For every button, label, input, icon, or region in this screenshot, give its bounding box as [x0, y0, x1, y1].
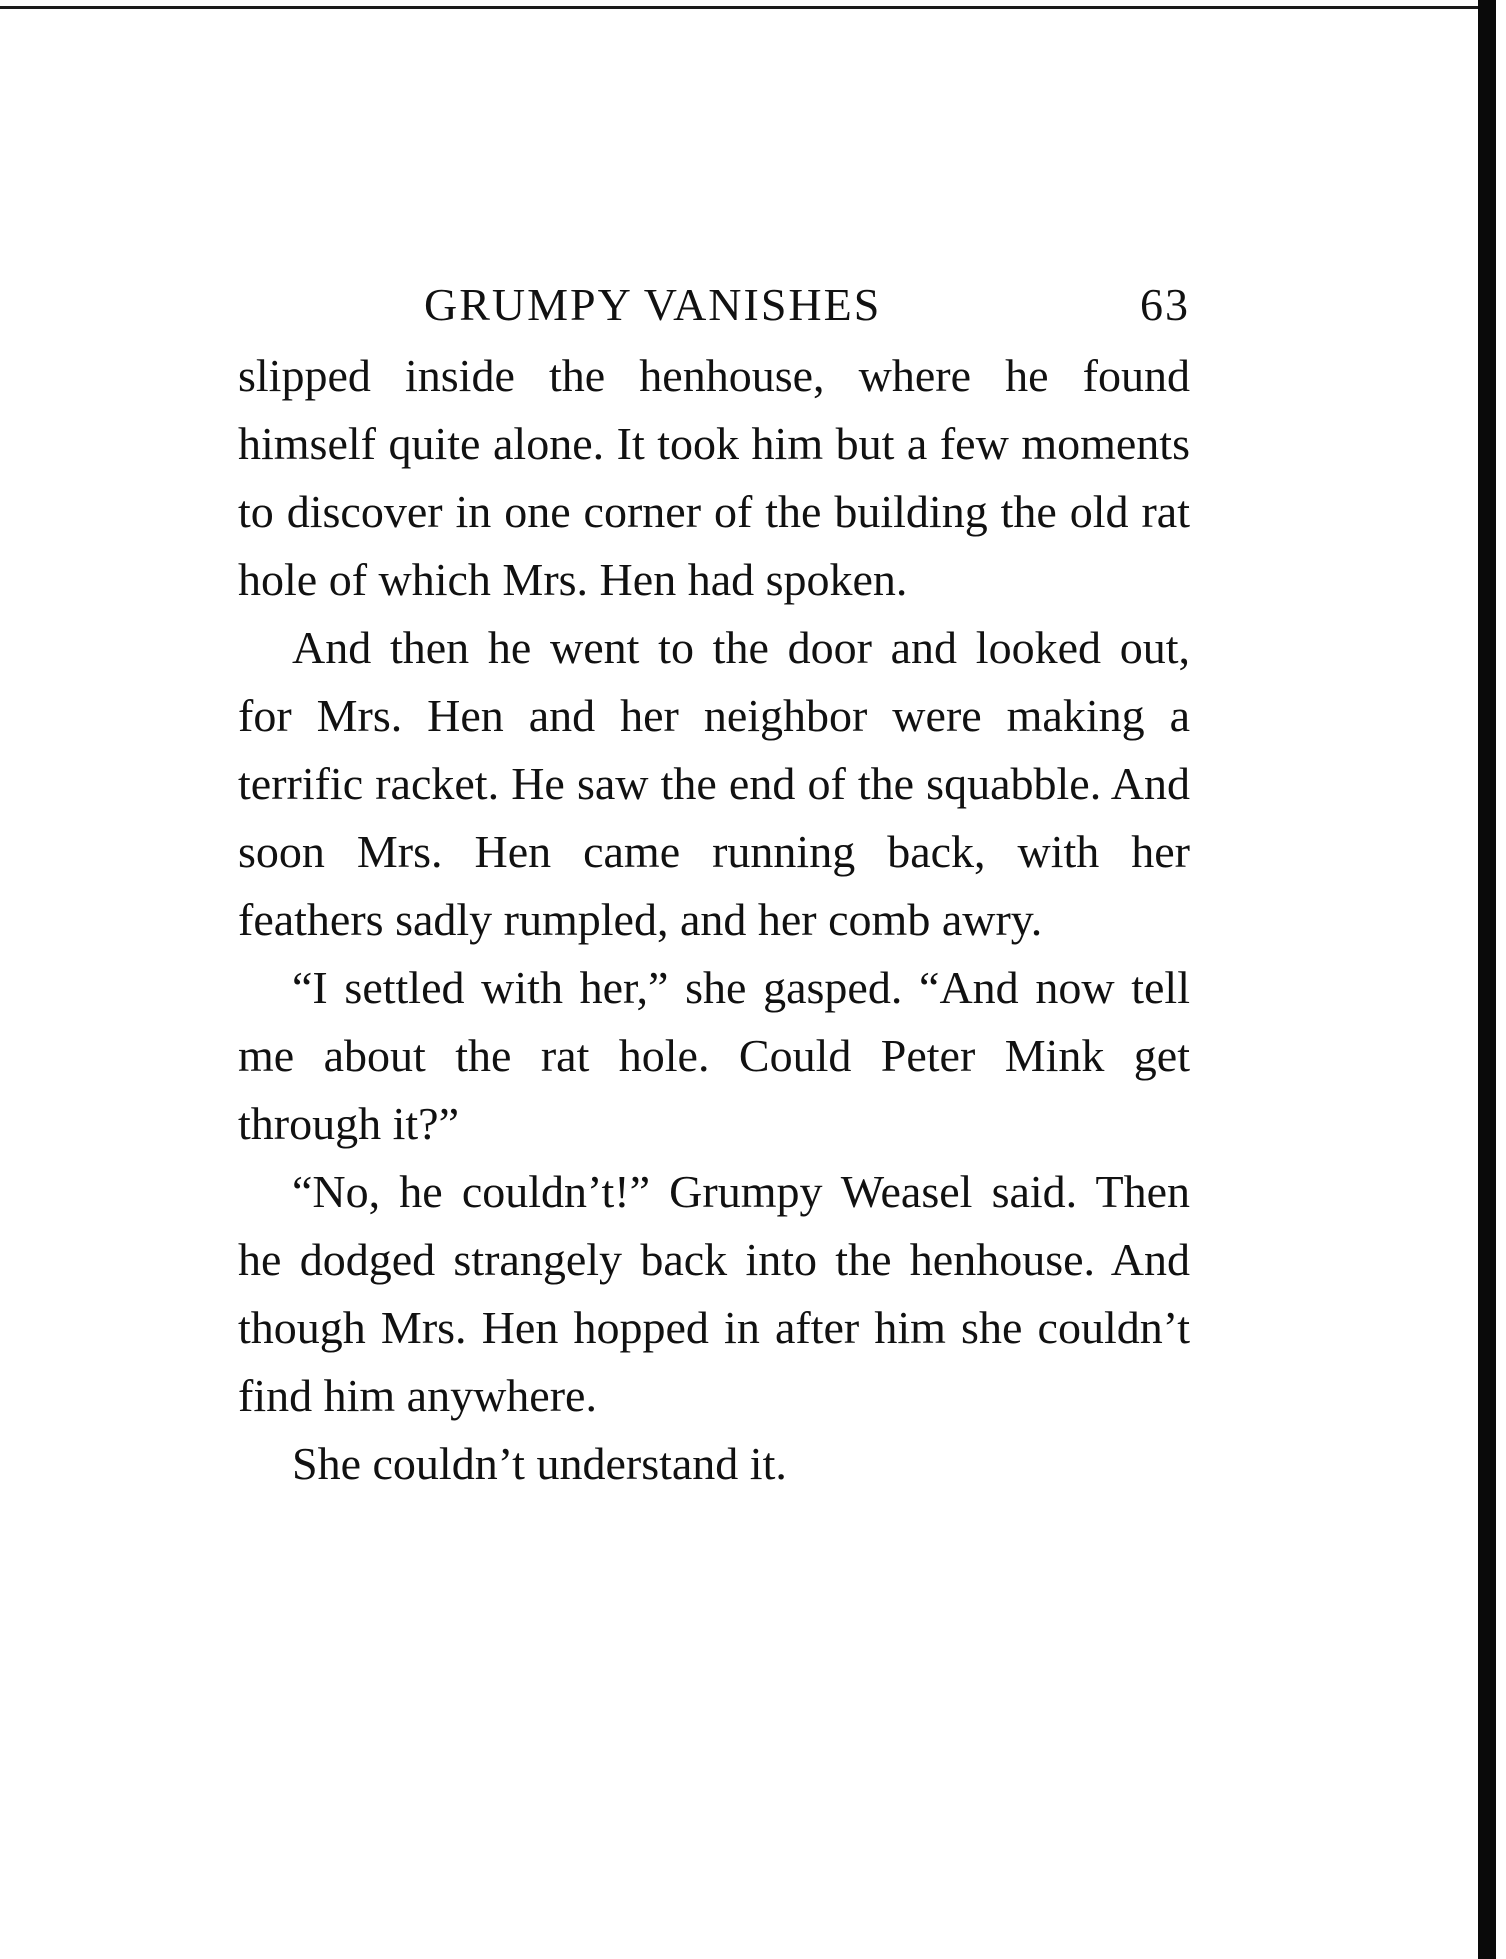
body-text — [238, 342, 1190, 1498]
paragraph: “I settled with her,” she gasped. “And now tell me about the rat hole. Could Peter Mink get through it?” — [238, 962, 1190, 1149]
paragraph: And then he went to the door and looked out, for Mrs. Hen and her neighbor were making a terrific racket. He saw the end of the squabble. And soon Mrs. Hen came running back, with her feathers sadly rumpled, and her comb awry. — [238, 622, 1190, 945]
running-title: GRUMPY VANISHES — [424, 279, 882, 330]
top-border-rule — [0, 6, 1480, 9]
paragraph: She couldn’t understand it. — [292, 1438, 787, 1489]
paragraph: “No, he couldn’t!” Grumpy Weasel said. Then he dodged strangely back into the henhouse. And though Mrs. Hen hopped in after him she couldn’t find him anywhere. — [238, 1166, 1190, 1421]
book-page — [238, 270, 1190, 1498]
right-page-edge — [1478, 0, 1496, 1959]
page-number: 63 — [1140, 279, 1190, 330]
paragraph: slipped inside the henhouse, where he found himself quite alone. It took him but a few moments to discover in one corner of the building the old rat hole of which Mrs. Hen had spoken. — [238, 350, 1190, 605]
running-head — [238, 270, 1190, 340]
